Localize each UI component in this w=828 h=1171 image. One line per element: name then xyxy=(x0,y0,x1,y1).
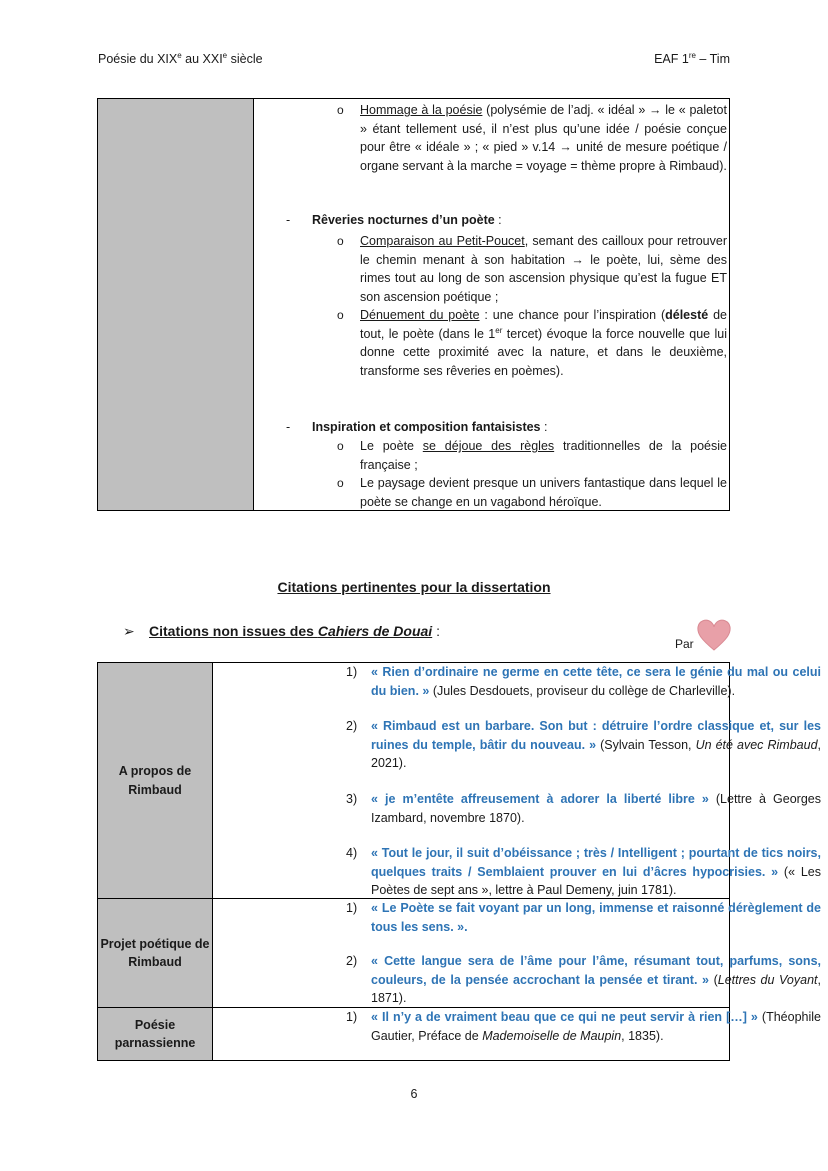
citation-number: 3) xyxy=(346,792,358,806)
citation: « Rimbaud est un barbare. Son but : détruire l’ordre classique et, sur les ruines du temple, bâtir du nouveau. » (Sylvain Tesson, Un été avec Rimbaud, 2021). xyxy=(371,719,821,770)
dash: - xyxy=(286,420,291,434)
table-left-cell xyxy=(98,99,254,510)
header-right: EAF 1re – Tim xyxy=(654,50,730,66)
header-left: Poésie du XIXe au XXIe siècle xyxy=(98,50,263,66)
row-label: Poésie parnassienne xyxy=(97,1007,213,1061)
row-label: Projet poétique de Rimbaud xyxy=(97,898,213,1008)
dash: - xyxy=(286,213,291,227)
par-label: Par xyxy=(675,637,694,651)
bullet: o xyxy=(337,476,344,490)
citations-table xyxy=(97,662,821,1061)
item-petit-poucet: Comparaison au Petit-Poucet, semant des cailloux pour retrouver le chemin menant à son habitation → le poète, lui, sème des rimes tout au long de son ascension physique qu’est la fugue ET son ascension poétique ; xyxy=(360,234,727,304)
citation-number: 2) xyxy=(346,719,358,733)
citation-number: 1) xyxy=(346,1010,358,1024)
row-citations xyxy=(212,898,821,1008)
item-denuement: Dénuement du poète : une chance pour l’inspiration (délesté de tout, le poète (dans le 1er tercet) évoque la force nouvelle que lui donne cette proximité avec la nature, et dans le deuxième, transforme ses rêveries en poèmes). xyxy=(360,308,727,378)
citation-number: 1) xyxy=(346,901,358,915)
bullet: o xyxy=(337,308,344,322)
table-right-cell xyxy=(253,99,729,510)
citation-number: 2) xyxy=(346,954,358,968)
row-citations xyxy=(212,1007,821,1061)
citation: « Le Poète se fait voyant par un long, immense et raisonné dérèglement de tous les sens. ». xyxy=(371,901,821,934)
citation: « Cette langue sera de l’âme pour l’âme, résumant tout, parfums, sons, couleurs, de la pensée accrochant la pensée et tirant. » (Lettres du Voyant, 1871). xyxy=(371,954,821,1005)
analysis-table xyxy=(97,98,730,511)
bullet: o xyxy=(337,234,344,248)
heart-icon xyxy=(696,618,732,652)
subsection-title: Citations non issues des Cahiers de Douai : xyxy=(149,623,440,639)
citation: « je m’entête affreusement à adorer la liberté libre » (Lettre à Georges Izambard, novembre 1870). xyxy=(371,792,821,825)
section-title: Citations pertinentes pour la dissertation xyxy=(277,579,551,595)
section-heading: Inspiration et composition fantaisistes : xyxy=(312,420,548,434)
bullet: o xyxy=(337,103,344,117)
citation: « Rien d’ordinaire ne germe en cette tête, ce sera le génie du mal ou celui du bien. » (Jules Desdouets, proviseur du collège de Charleville). xyxy=(371,665,821,698)
row-citations xyxy=(212,662,821,899)
row-label: A propos de Rimbaud xyxy=(97,662,213,899)
arrow-bullet-icon: ➢ xyxy=(123,623,135,639)
bullet: o xyxy=(337,439,344,453)
item-paysage: Le paysage devient presque un univers fantastique dans lequel le poète se change en un vagabond héroïque. xyxy=(360,476,727,509)
citation-number: 1) xyxy=(346,665,358,679)
section-heading: Rêveries nocturnes d’un poète : xyxy=(312,213,502,227)
citation: « Il n’y a de vraiment beau que ce qui ne peut servir à rien […] » (Théophile Gautier, Préface de Mademoiselle de Maupin, 1835). xyxy=(371,1010,821,1043)
item-regles: Le poète se déjoue des règles traditionnelles de la poésie française ; xyxy=(360,439,727,472)
item-hommage: Hommage à la poésie (polysémie de l’adj. « idéal » → le « paletot » étant tellement usé, il n’est plus qu’une idée / poésie conçue pour être « idéale » ; « pied » v.14 → unité de mesure poétique / organe servant à la marche = voyage = thème propre à Rimbaud). xyxy=(360,103,727,173)
citation-number: 4) xyxy=(346,846,358,860)
citation: « Tout le jour, il suit d’obéissance ; très / Intelligent ; pourtant de tics noirs, quelques traits / Semblaient prouver en lui d’âcres hypocrisies. » (« Les Poètes de sept ans », lettre à Paul Demeny, juin 1781). xyxy=(371,846,821,897)
page-number: 6 xyxy=(410,1087,418,1101)
